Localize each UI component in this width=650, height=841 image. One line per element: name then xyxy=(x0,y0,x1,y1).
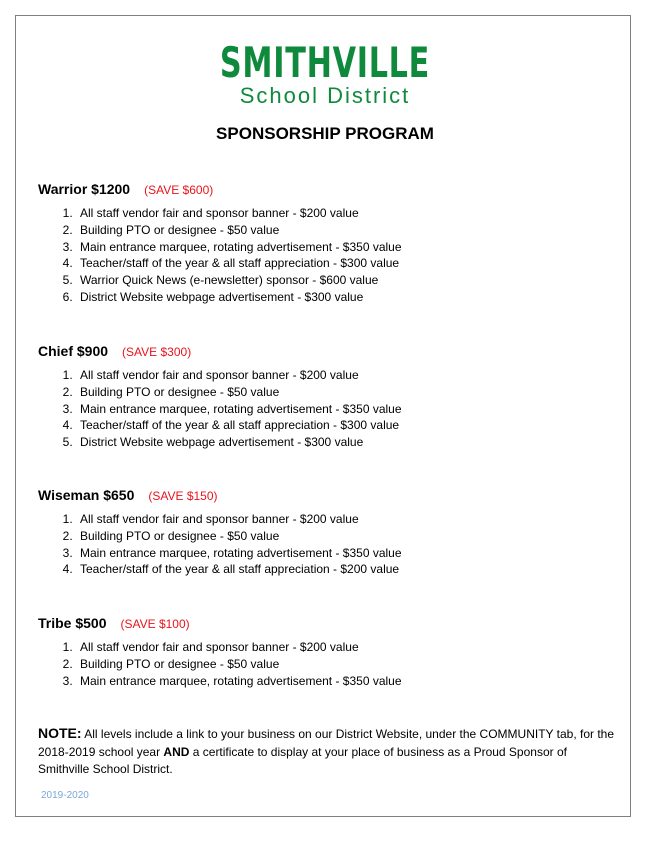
benefit-item: 3. Main entrance marquee, rotating advertisement - $350 value xyxy=(76,401,618,418)
page-title: SPONSORSHIP PROGRAM xyxy=(216,124,434,143)
level-heading xyxy=(38,179,618,199)
benefit-item: 1. All staff vendor fair and sponsor banner - $200 value xyxy=(76,639,618,656)
logo-title: SMITHVILLE xyxy=(219,38,431,87)
benefit-list xyxy=(38,639,618,689)
sponsorship-level xyxy=(38,613,618,689)
benefit-item: 2. Building PTO or designee - $50 value xyxy=(76,384,618,401)
sponsorship-level xyxy=(38,485,618,578)
benefit-item: 3. Main entrance marquee, rotating advertisement - $350 value xyxy=(76,545,618,562)
benefit-item: 3. Main entrance marquee, rotating advertisement - $350 value xyxy=(76,239,618,256)
level-name: Tribe $500 xyxy=(38,615,107,631)
level-savings: (SAVE $300) xyxy=(122,345,192,359)
note-text-1: All levels include a link to your business on our District Website, under the COMMUNITY tab, for the 2018-2019 school year xyxy=(38,727,615,759)
level-savings: (SAVE $600) xyxy=(144,183,214,197)
level-heading xyxy=(38,485,618,505)
benefit-item: 2. Building PTO or designee - $50 value xyxy=(76,528,618,545)
benefit-item: 6. District Website webpage advertisement - $300 value xyxy=(76,289,618,306)
level-savings: (SAVE $100) xyxy=(120,617,190,631)
benefit-item: 5. District Website webpage advertisement - $300 value xyxy=(76,434,618,451)
level-name: Warrior $1200 xyxy=(38,181,131,197)
note-bold: AND xyxy=(163,744,190,759)
benefit-item: 3. Main entrance marquee, rotating advertisement - $350 value xyxy=(76,673,618,690)
logo-subtitle: School District xyxy=(239,83,411,108)
benefit-list xyxy=(38,367,618,451)
sponsorship-level xyxy=(38,341,618,451)
level-heading xyxy=(38,613,618,633)
benefit-item: 1. All staff vendor fair and sponsor banner - $200 value xyxy=(76,367,618,384)
note-label: NOTE: xyxy=(38,725,82,741)
benefit-item: 5. Warrior Quick News (e-newsletter) sponsor - $600 value xyxy=(76,272,618,289)
benefit-item: 4. Teacher/staff of the year & all staff appreciation - $200 value xyxy=(76,561,618,578)
sponsorship-level xyxy=(38,179,618,306)
benefit-item: 1. All staff vendor fair and sponsor banner - $200 value xyxy=(76,511,618,528)
benefit-item: 4. Teacher/staff of the year & all staff appreciation - $300 value xyxy=(76,255,618,272)
level-savings: (SAVE $150) xyxy=(148,489,218,503)
benefit-list xyxy=(38,511,618,578)
benefit-item: 1. All staff vendor fair and sponsor banner - $200 value xyxy=(76,205,618,222)
benefit-item: 2. Building PTO or designee - $50 value xyxy=(76,656,618,673)
benefit-item: 2. Building PTO or designee - $50 value xyxy=(76,222,618,239)
benefit-item: 4. Teacher/staff of the year & all staff appreciation - $300 value xyxy=(76,417,618,434)
level-heading xyxy=(38,341,618,361)
level-name: Chief $900 xyxy=(38,343,109,359)
footer-year: 2019-2020 xyxy=(41,790,89,801)
benefit-list xyxy=(38,205,618,306)
note-text-2: a certificate to display at your place of business as a Proud Sponsor of Smithville School District. xyxy=(38,744,567,776)
note-paragraph xyxy=(38,725,618,779)
level-name: Wiseman $650 xyxy=(38,487,135,503)
